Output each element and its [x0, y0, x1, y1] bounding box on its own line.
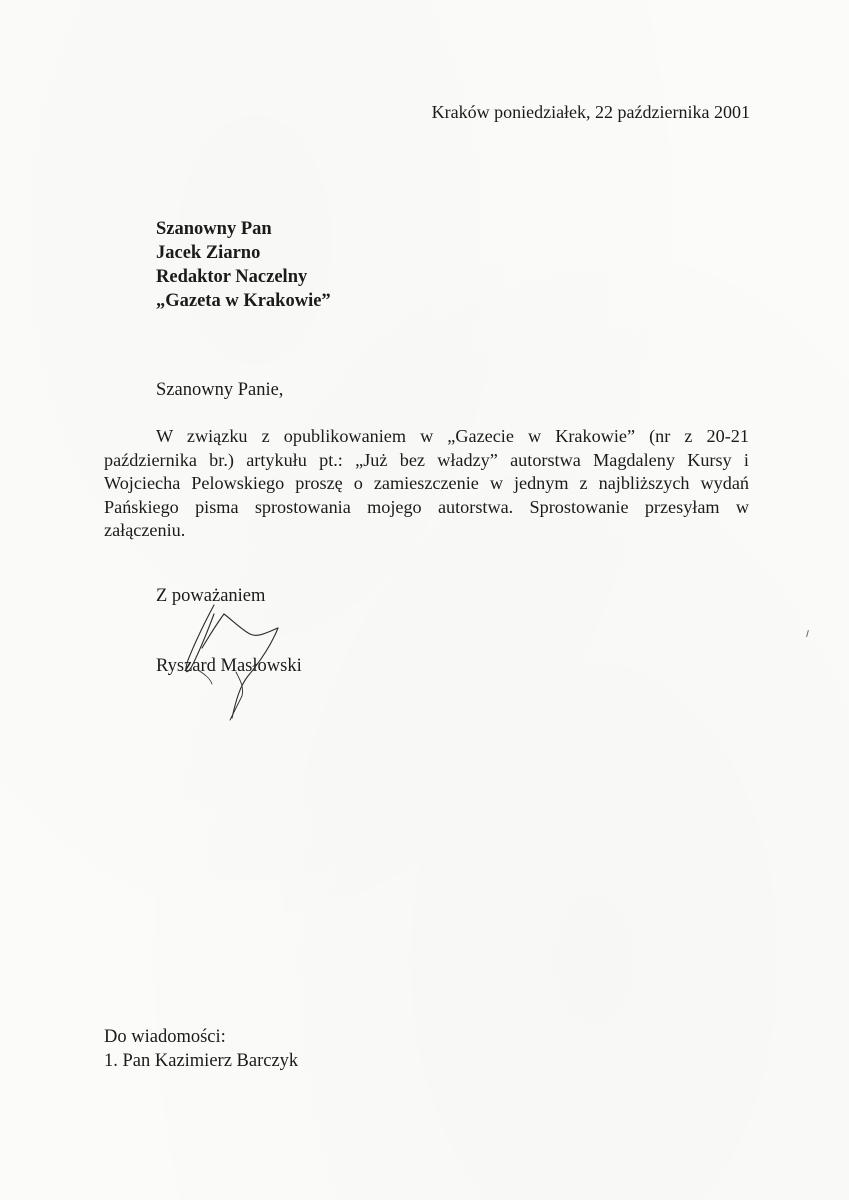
body-line: Wojciecha Pelowskiego proszę o zamieszczenie w jednym z najbliższych wydań: [104, 473, 749, 493]
body-line: października br.) artykułu pt.: „Już bez władzy” autorstwa Magdaleny Kursy i: [104, 449, 749, 470]
recipient-name: Jacek Ziarno: [156, 243, 261, 263]
dateline: Kraków poniedziałek, 22 października 2001: [431, 102, 750, 122]
body-line: W związku z opublikowaniem w „Gazecie w Krakowie” (nr z 20-21: [156, 426, 749, 446]
cc-item: 1. Pan Kazimierz Barczyk: [104, 1051, 299, 1071]
body-line: załączeniu.: [104, 520, 186, 540]
cc-block: [104, 1025, 298, 1073]
recipient-line: Szanowny Pan: [156, 219, 272, 239]
scan-speck: [806, 630, 809, 637]
recipient-title: Redaktor Naczelny: [156, 267, 308, 287]
recipient-publication: „Gazeta w Krakowie”: [156, 291, 331, 311]
body-paragraph: [104, 425, 749, 543]
cc-heading: Do wiadomości:: [104, 1027, 226, 1047]
signer-name: Ryszard Masłowski: [156, 656, 302, 676]
recipient-block: [156, 217, 331, 313]
body-line: Pańskiego pisma sprostowania mojego autorstwa. Sprostowanie przesyłam w: [104, 496, 749, 517]
salutation: Szanowny Panie,: [156, 380, 284, 400]
closing: Z poważaniem: [156, 586, 266, 606]
